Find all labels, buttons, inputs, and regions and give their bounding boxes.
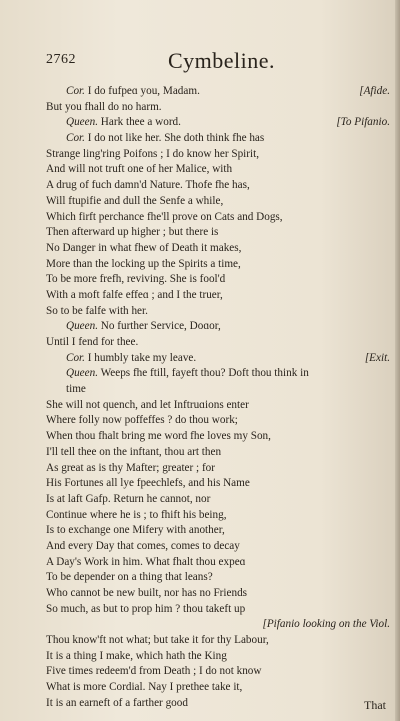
line-text: I do fufpeɑ you, Madam. (87, 85, 200, 97)
line-text: Continue where he is ; to fhift his being, (46, 508, 227, 521)
stage-direction: [Afide. (359, 85, 390, 97)
text-line (46, 429, 394, 445)
text-line (46, 445, 394, 461)
speaker-name: Cor. (66, 132, 85, 145)
line-text: To be depender on a thing that leans? (46, 571, 213, 584)
catchword: That (364, 698, 386, 712)
line-text: Is to exchange one Mifery with another, (46, 524, 225, 537)
line-text: So to be falfe with her. (46, 304, 148, 317)
text-line (46, 680, 394, 696)
text-line (46, 696, 394, 712)
line-text: Weeps fhe ftill, fayeft thou? Doft thou think in (100, 367, 309, 380)
line-text: His Fortunes all lye fpeechlefs, and his Name (46, 477, 250, 490)
text-line (46, 272, 394, 288)
text-line (46, 633, 394, 649)
text-line (46, 602, 394, 618)
page-number: 2762 (46, 52, 76, 67)
text-line (46, 304, 394, 320)
line-text: A Day's Work in him. What fhalt thou expeɑ (46, 555, 246, 568)
line-text: But you fhall do no harm. (46, 100, 162, 113)
line-text: More than the locking up the Spirits a time, (46, 257, 241, 270)
text-line (46, 649, 394, 665)
line-text: Strange ling'ring Poifons ; I do know her Spirit, (46, 147, 260, 160)
text-line (46, 178, 394, 194)
stage-direction: [To Pifanio. (336, 116, 390, 129)
line-text: When thou fhalt bring me word fhe loves my Son, (46, 430, 271, 443)
line-text: Thou know'ft not what; but take it for thy Labour, (46, 634, 269, 647)
line-text: With a moft falfe effeɑ ; and I the truer, (46, 288, 223, 301)
text-line (46, 194, 394, 210)
text-line (46, 413, 394, 429)
stage-direction: [Exit. (364, 351, 390, 364)
running-title: Cymbeline. (168, 48, 276, 73)
line-text: Five times redeem'd from Death ; I do not know (46, 665, 262, 678)
speaker-name: Queen. (66, 367, 98, 380)
line-text: What is more Cordial. Nay I prethee take it, (46, 681, 243, 694)
text-line (46, 257, 394, 273)
text-line (46, 131, 394, 147)
line-text: It is an earneft of a farther good (46, 696, 188, 709)
line-text: time (66, 383, 86, 396)
line-text: I do not like her. She doth think fhe has (87, 132, 265, 145)
text-line (46, 335, 394, 351)
line-text: As great as is thy Mafter; greater ; for (46, 461, 215, 474)
text-line (46, 210, 394, 226)
text-line (46, 288, 394, 304)
line-text: Hark thee a word. (100, 116, 181, 129)
line-text: Where folly now poffeffes ? do thou work; (46, 414, 238, 427)
text-line (46, 461, 394, 477)
text-line (46, 492, 394, 508)
text-line (46, 225, 394, 241)
line-text: And every Day that comes, comes to decay (46, 539, 240, 552)
text-line (46, 617, 394, 633)
text-line (46, 162, 394, 178)
line-text: Which firft perchance fhe'll prove on Cats and Dogs, (46, 210, 283, 223)
line-text: Until I fend for thee. (46, 336, 139, 348)
text-line (46, 570, 394, 586)
line-text: Then afterward up higher ; but there is (46, 226, 219, 239)
line-text: A drug of fuch damn'd Nature. Thofe fhe has, (46, 179, 250, 192)
stage-direction: [Pifanio looking on the Viol. (262, 618, 390, 631)
text-line (46, 539, 394, 555)
play-text (46, 84, 394, 712)
page-edge (395, 0, 400, 721)
text-line (46, 476, 394, 492)
speaker-name: Queen. (66, 116, 98, 129)
text-line (46, 586, 394, 602)
text-line (46, 398, 394, 414)
text-line (46, 100, 394, 116)
text-line (46, 366, 394, 382)
line-text: I humbly take my leave. (87, 351, 197, 364)
line-text: It is a thing I make, which hath the King (46, 649, 227, 662)
page-header (46, 48, 386, 74)
line-text: No further Service, Doɑor, (100, 320, 221, 333)
line-text: And will not truft one of her Malice, with (46, 163, 233, 176)
text-line (46, 115, 394, 131)
line-text: Is at laft Gafp. Return he cannot, nor (46, 492, 211, 505)
text-line (46, 508, 394, 524)
line-text: To be more frefh, reviving. She is fool'd (46, 273, 226, 286)
line-text: I'll tell thee on the inftant, thou art then (46, 445, 222, 458)
text-line (46, 523, 394, 539)
speaker-name: Cor. (66, 351, 85, 364)
line-text: So much, as but to prop him ? thou takeft up (46, 602, 246, 615)
line-text: Will ftupifie and dull the Senfe a while, (46, 194, 224, 207)
text-line (46, 241, 394, 257)
speaker-name: Cor. (66, 85, 85, 97)
text-line (46, 84, 394, 100)
text-line (46, 351, 394, 367)
text-line (46, 555, 394, 571)
text-line (46, 319, 394, 335)
text-line (46, 664, 394, 680)
text-line (46, 147, 394, 163)
line-text: No Danger in what fhew of Death it makes, (46, 241, 242, 254)
speaker-name: Queen. (66, 320, 98, 333)
line-text: She will not quench, and let Inftruɑions enter (46, 398, 249, 411)
line-text: Who cannot be new built, nor has no Friends (46, 587, 248, 599)
text-line (46, 382, 394, 398)
